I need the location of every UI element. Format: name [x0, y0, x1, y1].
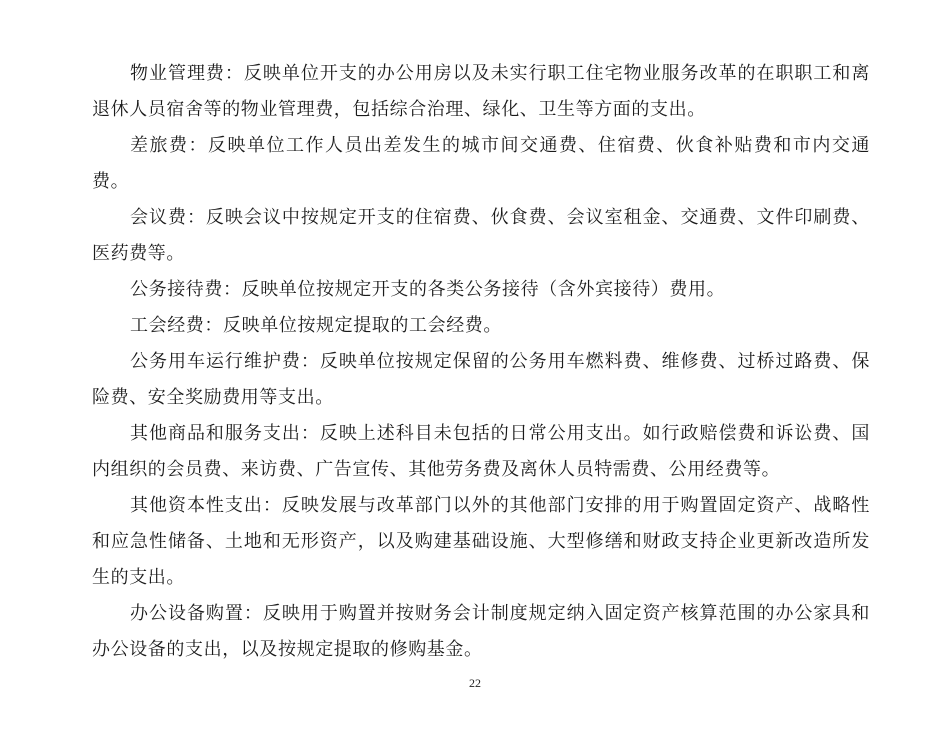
- paragraph-other-capital-expenditure: 其他资本性支出：反映发展与改革部门以外的其他部门安排的用于购置固定资产、战略性和应急性储备、土地和无形资产，以及购建基础设施、大型修缮和财政支持企业更新改造所发生的支出。: [92, 495, 870, 588]
- paragraph-official-vehicle-maintenance: 公务用车运行维护费：反映单位按规定保留的公务用车燃料费、维修费、过桥过路费、保险费、安全奖励费用等支出。: [92, 351, 870, 408]
- paragraph-meeting-fee: 会议费：反映会议中按规定开支的住宿费、伙食费、会议室租金、交通费、文件印刷费、医药费等。: [92, 207, 870, 264]
- paragraph-other-goods-services: 其他商品和服务支出：反映上述科目未包括的日常公用支出。如行政赔偿费和诉讼费、国内组织的会员费、来访费、广告宣传、其他劳务费及离休人员特需费、公用经费等。: [92, 423, 870, 480]
- paragraph-property-management-fee: 物业管理费：反映单位开支的办公用房以及未实行职工住宅物业服务改革的在职职工和离退休人员宿舍等的物业管理费，包括综合治理、绿化、卫生等方面的支出。: [92, 63, 870, 120]
- paragraph-official-reception-fee: 公务接待费：反映单位按规定开支的各类公务接待（含外宾接待）费用。: [130, 279, 726, 300]
- paragraph-office-equipment-purchase: 办公设备购置：反映用于购置并按财务会计制度规定纳入固定资产核算范围的办公家具和办公设备的支出，以及按规定提取的修购基金。: [92, 603, 870, 660]
- body-text: [92, 56, 870, 668]
- paragraph-union-fund: 工会经费：反映单位按规定提取的工会经费。: [130, 315, 502, 336]
- paragraph-travel-expenses: 差旅费：反映单位工作人员出差发生的城市间交通费、住宿费、伙食补贴费和市内交通费。: [92, 135, 870, 192]
- page-number: 22: [469, 676, 481, 690]
